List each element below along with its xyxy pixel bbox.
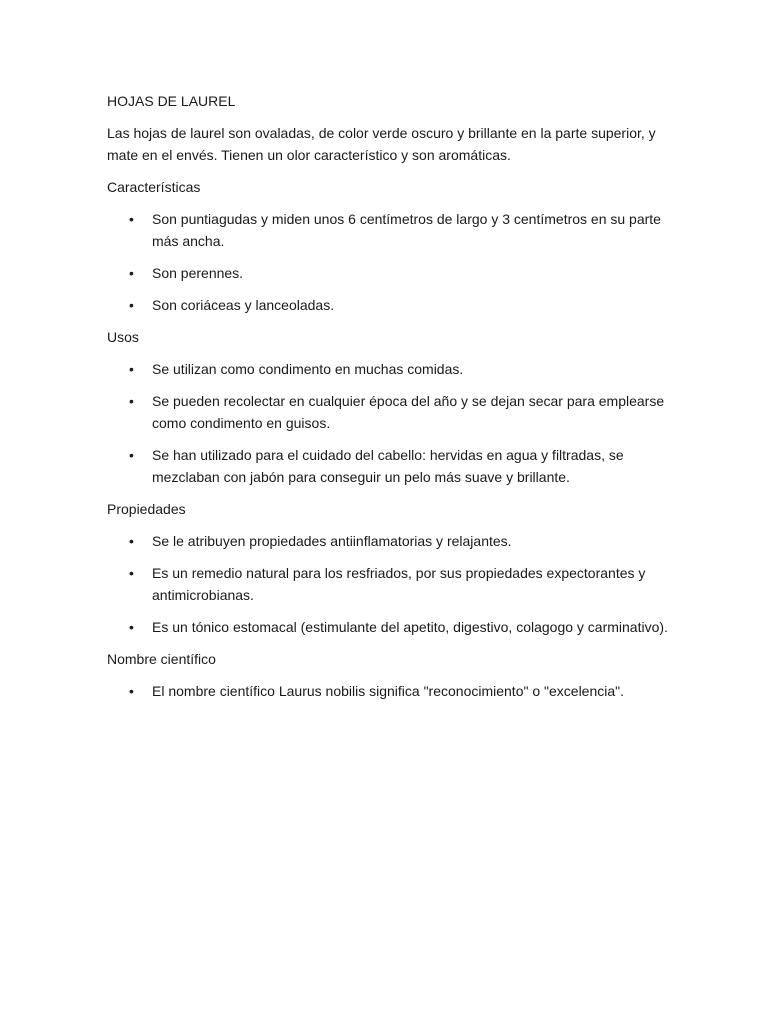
bullet-list <box>107 530 677 638</box>
list-item <box>107 358 677 380</box>
list-item-text: Son puntiagudas y miden unos 6 centímetros de largo y 3 centímetros en su parte más ancha. <box>152 211 661 249</box>
bullet-icon: • <box>129 447 134 463</box>
document-page <box>107 90 677 712</box>
bullet-icon: • <box>129 393 134 409</box>
section-heading: Características <box>107 179 201 195</box>
section-propiedades <box>107 498 677 638</box>
list-item-text: El nombre científico Laurus nobilis significa "reconocimiento" o "excelencia". <box>152 683 625 699</box>
list-item <box>107 294 677 316</box>
section-caracteristicas <box>107 176 677 316</box>
section-heading: Usos <box>107 329 139 345</box>
section-heading: Nombre científico <box>107 651 216 667</box>
bullet-icon: • <box>129 265 134 281</box>
list-item <box>107 616 677 638</box>
list-item <box>107 208 677 252</box>
list-item <box>107 444 677 488</box>
bullet-list <box>107 208 677 316</box>
document-title: HOJAS DE LAUREL <box>107 93 236 109</box>
bullet-icon: • <box>129 211 134 227</box>
list-item-text: Se utilizan como condimento en muchas comidas. <box>152 361 464 377</box>
list-item-text: Se han utilizado para el cuidado del cabello: hervidas en agua y filtradas, se mezclaban con jabón para conseguir un pelo más suave y brillante. <box>152 447 624 485</box>
list-item-text: Se pueden recolectar en cualquier época del año y se dejan secar para emplearse como condimento en guisos. <box>152 393 665 431</box>
list-item <box>107 530 677 552</box>
intro-paragraph: Las hojas de laurel son ovaladas, de color verde oscuro y brillante en la parte superior, y mate en el envés. Tienen un olor característico y son aromáticas. <box>107 125 656 163</box>
list-item-text: Son perennes. <box>152 265 244 281</box>
list-item <box>107 390 677 434</box>
list-item-text: Se le atribuyen propiedades antiinflamatorias y relajantes. <box>152 533 512 549</box>
bullet-icon: • <box>129 297 134 313</box>
list-item-text: Es un tónico estomacal (estimulante del apetito, digestivo, colagogo y carminativo). <box>152 619 668 635</box>
section-nombre-cientifico <box>107 648 677 702</box>
list-item <box>107 562 677 606</box>
section-heading: Propiedades <box>107 501 186 517</box>
bullet-icon: • <box>129 619 134 635</box>
bullet-list <box>107 680 677 702</box>
list-item-text: Es un remedio natural para los resfriados, por sus propiedades expectorantes y antimicrobianas. <box>152 565 646 603</box>
bullet-icon: • <box>129 565 134 581</box>
list-item <box>107 262 677 284</box>
section-usos <box>107 326 677 488</box>
list-item-text: Son coriáceas y lanceoladas. <box>152 297 335 313</box>
bullet-icon: • <box>129 533 134 549</box>
bullet-icon: • <box>129 361 134 377</box>
list-item <box>107 680 677 702</box>
bullet-list <box>107 358 677 488</box>
bullet-icon: • <box>129 683 134 699</box>
